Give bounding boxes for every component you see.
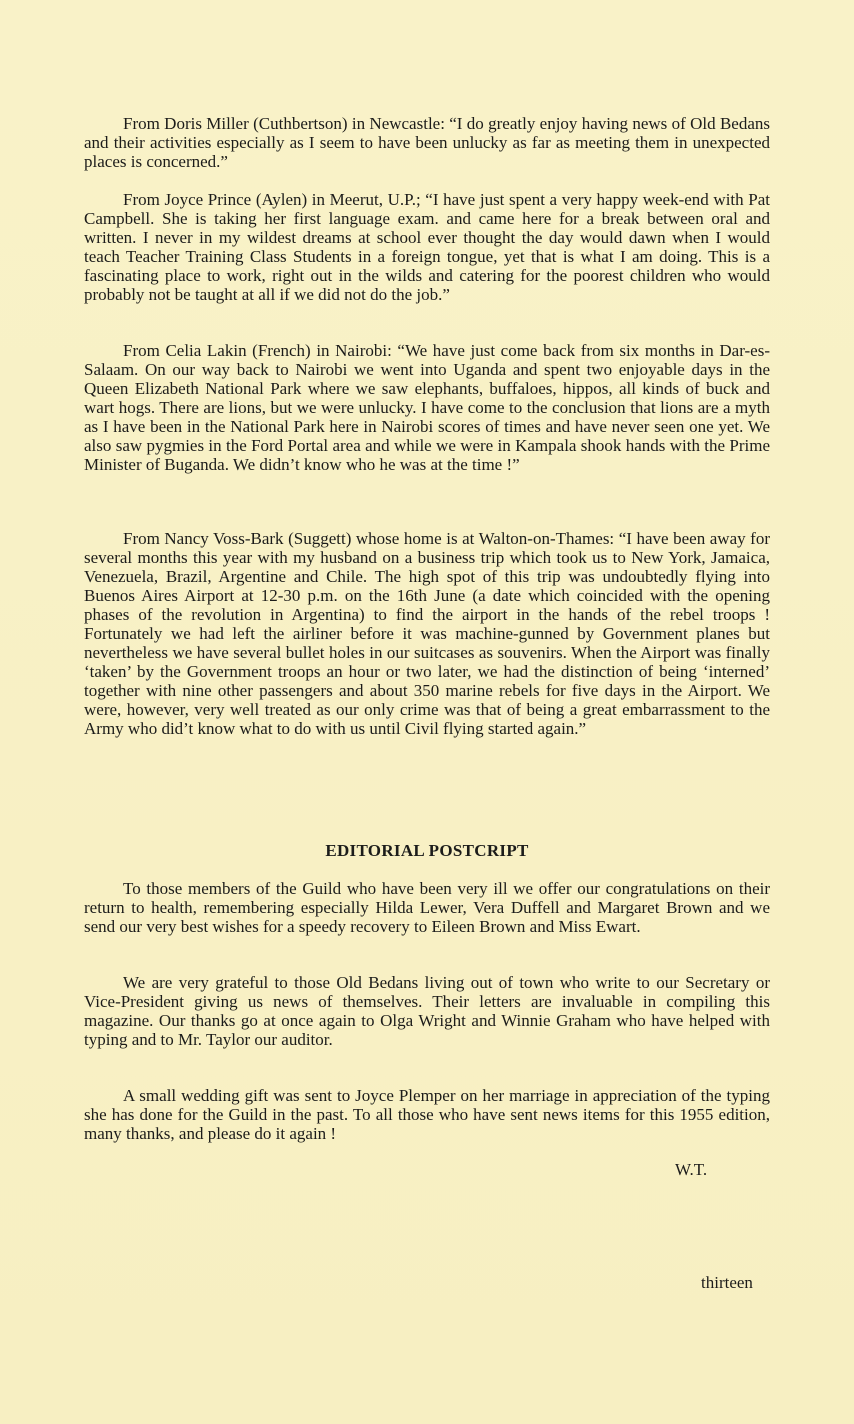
- page-number: thirteen: [701, 1273, 753, 1292]
- section-heading: EDITORIAL POSTCRIPT: [325, 841, 529, 860]
- letter-doris-miller: [84, 114, 770, 171]
- paragraph-text: From Joyce Prince (Aylen) in Meerut, U.P.; “I have just spent a very happy week-end with Pat Campbell. She is taking her first language exam. and came here for a break between oral and written. I never in my wildest dreams at school ever thought the day would dawn when I would teach Teacher Training Class Students in a foreign tongue, yet that is what I am doing. This is a fascinating place to work, right out in the wilds and catering for the poorest children who would probably not be taught at all if we did not do the job.”: [84, 190, 770, 304]
- postscript-paragraph-wedding-gift: [84, 1086, 770, 1143]
- paragraph-text: From Celia Lakin (French) in Nairobi: “We have just come back from six months in Dar-es-Salaam. On our way back to Nairobi we went into Uganda and spent two enjoyable days in the Queen Elizabeth National Park where we saw elephants, buffaloes, hippos, all kinds of buck and wart hogs. There are lions, but we were unlucky. I have come to the conclusion that lions are a myth as I have been in the National Park here in Nairobi scores of times and have never seen one yet. We also saw pygmies in the Ford Portal area and while we were in Kampala shook hands with the Prime Minister of Buganda. We didn’t know who he was at the time !”: [84, 341, 770, 474]
- paragraph-text: From Nancy Voss-Bark (Suggett) whose home is at Walton-on-Thames: “I have been away for several months this year with my husband on a business trip which took us to New York, Jamaica, Venezuela, Brazil, Argentine and Chile. The high spot of this trip was undoubtedly flying into Buenos Aires Airport at 12-30 p.m. on the 16th June (a date which coincided with the opening phases of the revolution in Argentina) to find the airport in the hands of the rebel troops ! Fortunately we had left the airliner before it was machine-gunned by Government planes but nevertheless we have several bullet holes in our suitcases as souvenirs. When the Airport was finally ‘taken’ by the Government troops an hour or two later, we had the distinction of being ‘interned’ together with nine other passengers and about 350 marine rebels for five days in the Airport. We were, however, very well treated as our only crime was that of being a great embarrassment to the Army who did’t know what to do with us until Civil flying started again.”: [84, 529, 770, 738]
- paragraph-text: From Doris Miller (Cuthbertson) in Newcastle: “I do greatly enjoy having news of Old Bedans and their activities especially as I seem to have been unlucky as far as meeting them in unexpected places is concerned.”: [84, 114, 770, 171]
- letter-nancy-voss-bark: [84, 529, 770, 738]
- signoff-initials: W.T.: [675, 1160, 708, 1179]
- paragraph-text: A small wedding gift was sent to Joyce Plemper on her marriage in appreciation of the typing she has done for the Guild in the past. To all those who have sent news items for this 1955 edition, many thanks, and please do it again !: [84, 1086, 770, 1143]
- letter-celia-lakin: [84, 341, 770, 474]
- paragraph-text: We are very grateful to those Old Bedans living out of town who write to our Secretary or Vice-President giving us news of themselves. Their letters are invaluable in compiling this magazine. Our thanks go at once again to Olga Wright and Winnie Graham who have helped with typing and to Mr. Taylor our auditor.: [84, 973, 770, 1049]
- paragraph-text: To those members of the Guild who have been very ill we offer our congratulations on their return to health, remembering especially Hilda Lewer, Vera Duffell and Margaret Brown and we send our very best wishes for a speedy recovery to Eileen Brown and Miss Ewart.: [84, 879, 770, 936]
- postscript-paragraph-thanks: [84, 973, 770, 1049]
- postscript-paragraph-health: [84, 879, 770, 936]
- letter-joyce-prince: [84, 190, 770, 304]
